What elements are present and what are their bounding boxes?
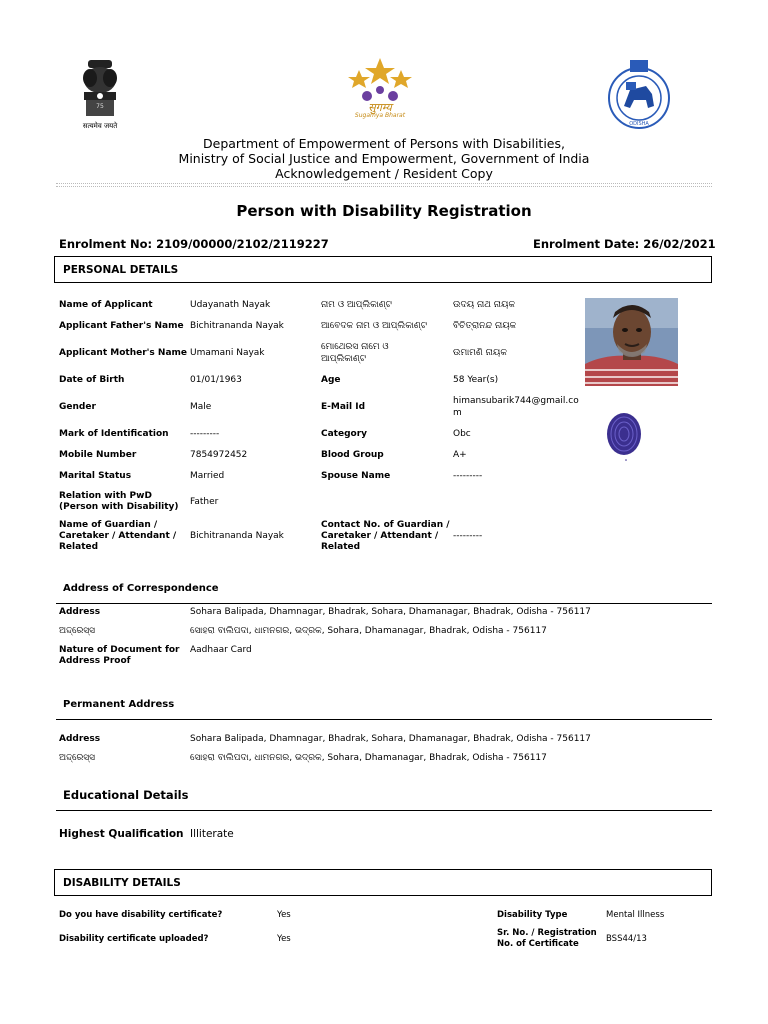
label-guardian-1: Name of Guardian / xyxy=(59,520,158,530)
value-spouse: --------- xyxy=(453,471,483,481)
value-dob: 01/01/1963 xyxy=(190,375,242,385)
value-age: 58 Year(s) xyxy=(453,375,499,385)
value-father: Bichitrananda Nayak xyxy=(190,321,284,331)
permanent-heading: Permanent Address xyxy=(63,699,175,710)
value-gender: Male xyxy=(190,402,212,412)
svg-text:सुगम्य: सुगम्य xyxy=(368,101,392,114)
label-disability-type: Disability Type xyxy=(497,910,568,920)
label-guardian-2: Caretaker / Attendant / xyxy=(59,531,177,541)
header-line-1: Department of Empowerment of Persons with Disabilities, xyxy=(203,136,565,151)
header-line-2: Ministry of Social Justice and Empowerment, Government of India xyxy=(178,151,590,166)
label-contact-1: Contact No. of Guardian / xyxy=(321,520,450,530)
svg-text:75: 75 xyxy=(96,103,104,110)
label-srno-1: Sr. No. / Registration xyxy=(497,928,597,938)
divider xyxy=(56,183,712,184)
thumbprint-image xyxy=(604,410,648,462)
section-rule xyxy=(56,810,712,811)
sugamya-bharat-logo xyxy=(343,56,417,122)
label-mother-odia-1: ମୋଥେରସ ନାମେ ଓ xyxy=(321,342,389,352)
logo-caption: Sugamya Bharat xyxy=(354,112,406,119)
odisha-state-seal-logo xyxy=(606,58,672,134)
label-contact-3: Related xyxy=(321,542,361,552)
value-mother-odia: ଉମାମଣି ନାୟକ xyxy=(453,348,507,358)
value-qualification: Illiterate xyxy=(190,828,234,840)
correspondence-heading: Address of Correspondence xyxy=(63,583,219,594)
value-mother: Umamani Nayak xyxy=(190,348,265,358)
value-relation: Father xyxy=(190,497,219,507)
label-marital: Marital Status xyxy=(59,471,132,481)
label-mark: Mark of Identification xyxy=(59,429,169,439)
label-uploaded: Disability certificate uploaded? xyxy=(59,934,209,944)
value-name-odia: ଉଦୟ ନାଥ ନାୟକ xyxy=(453,300,516,310)
label-address: Address xyxy=(59,607,101,617)
label-doc-1: Nature of Document for xyxy=(59,645,180,655)
label-mobile: Mobile Number xyxy=(59,450,137,460)
value-perm-address-odia: ସୋହରା ବାଲିପଦା, ଧାମନଗର, ଭଦ୍ରକ, Sohara, Dhamanagar, Bhadrak, Odisha - 756117 xyxy=(190,753,547,763)
value-marital: Married xyxy=(190,471,225,481)
value-guardian: Bichitrananda Nayak xyxy=(190,531,284,541)
value-category: Obc xyxy=(453,429,471,439)
section-title: DISABILITY DETAILS xyxy=(63,877,181,889)
label-guardian-3: Related xyxy=(59,542,99,552)
national-emblem-logo xyxy=(74,56,126,134)
label-blood: Blood Group xyxy=(321,450,384,460)
label-age: Age xyxy=(321,375,341,385)
section-rule xyxy=(56,719,712,720)
label-gender: Gender xyxy=(59,402,96,412)
enrolment-date: Enrolment Date: 26/02/2021 xyxy=(533,237,716,251)
value-certificate: Yes xyxy=(277,910,291,920)
label-email: E-Mail Id xyxy=(321,402,366,412)
value-mobile: 7854972452 xyxy=(190,450,248,460)
value-address: Sohara Balipada, Dhamnagar, Bhadrak, Sohara, Dhamanagar, Bhadrak, Odisha - 756117 xyxy=(190,607,591,617)
value-uploaded: Yes xyxy=(277,934,291,944)
seal-caption: ODISHA xyxy=(629,121,649,127)
label-father: Applicant Father's Name xyxy=(59,321,184,331)
label-father-odia: ଆବେଦକ ନାମ ଓ ଆପ୍ଲିକାଣ୍ଟ xyxy=(321,321,427,331)
label-category: Category xyxy=(321,429,368,439)
disability-details-header xyxy=(54,869,712,896)
value-perm-address: Sohara Balipada, Dhamnagar, Bhadrak, Sohara, Dhamanagar, Bhadrak, Odisha - 756117 xyxy=(190,734,591,744)
label-mother-odia-2: ଆପ୍ଲିକାଣ୍ଟ xyxy=(321,354,367,364)
label-relation-1: Relation with PwD xyxy=(59,491,152,501)
label-certificate: Do you have disability certificate? xyxy=(59,910,223,920)
label-doc-2: Address Proof xyxy=(59,656,131,666)
value-email-2: m xyxy=(453,408,462,418)
value-mark: --------- xyxy=(190,429,220,439)
label-qualification: Highest Qualification xyxy=(59,828,184,840)
education-heading: Educational Details xyxy=(63,788,189,802)
value-name: Udayanath Nayak xyxy=(190,300,271,310)
personal-details-header xyxy=(54,256,712,283)
enrolment-number: Enrolment No: 2109/00000/2102/2119227 xyxy=(59,237,329,251)
value-doc: Aadhaar Card xyxy=(190,645,252,655)
value-contact: --------- xyxy=(453,531,483,541)
label-relation-2: (Person with Disability) xyxy=(59,502,179,512)
page-title: Person with Disability Registration xyxy=(236,202,532,220)
label-dob: Date of Birth xyxy=(59,375,125,385)
label-address-odia: ଅଦ୍ଦ୍ରେସ୍ସ xyxy=(59,626,96,636)
label-perm-address: Address xyxy=(59,734,101,744)
value-address-odia: ସୋହରା ବାଲିପଦା, ଧାମନଗର, ଭଦ୍ରକ, Sohara, Dhamanagar, Bhadrak, Odisha - 756117 xyxy=(190,626,547,636)
label-name: Name of Applicant xyxy=(59,300,153,310)
label-perm-address-odia: ଅଦ୍ଦ୍ରେସ୍ସ xyxy=(59,753,96,763)
value-blood: A+ xyxy=(453,450,467,460)
label-mother: Applicant Mother's Name xyxy=(59,348,187,358)
section-title: PERSONAL DETAILS xyxy=(63,264,179,276)
header-line-3: Acknowledgement / Resident Copy xyxy=(275,166,493,181)
value-srno: BSS44/13 xyxy=(606,934,647,944)
value-father-odia: ବିଚିତ୍ରାନନ୍ଦ ନାୟକ xyxy=(453,321,517,331)
label-srno-2: No. of Certificate xyxy=(497,939,579,949)
emblem-motto: सत्यमेव जयते xyxy=(82,122,118,130)
value-email-1: himansubarik744@gmail.co xyxy=(453,396,579,406)
label-contact-2: Caretaker / Attendant / xyxy=(321,531,439,541)
section-rule xyxy=(56,603,712,604)
value-disability-type: Mental Illness xyxy=(606,910,665,920)
applicant-photo xyxy=(585,298,678,386)
label-name-odia: ନାମ ଓ ଆପ୍ଲିକାଣ୍ଟ xyxy=(321,300,392,310)
divider xyxy=(56,186,712,187)
label-spouse: Spouse Name xyxy=(321,471,391,481)
